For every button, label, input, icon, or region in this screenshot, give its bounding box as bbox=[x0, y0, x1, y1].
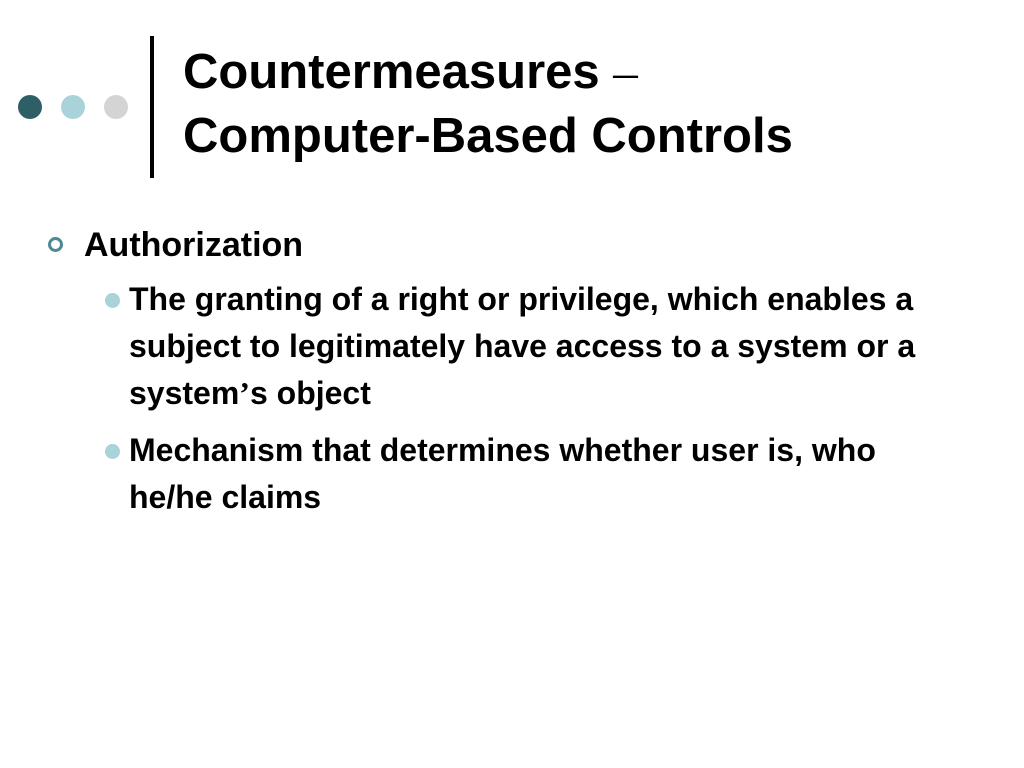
bullet-list bbox=[48, 222, 988, 531]
decorative-dot-dark bbox=[18, 95, 42, 119]
dot-bullet-icon bbox=[105, 293, 120, 308]
decorative-dot-light bbox=[104, 95, 128, 119]
title-dash: – bbox=[613, 44, 638, 99]
bullet-heading: Authorization bbox=[84, 226, 304, 264]
sub-bullet-item bbox=[129, 276, 929, 417]
sub-bullet-text-part2: s object bbox=[249, 375, 371, 411]
sub-bullet-list bbox=[48, 276, 988, 521]
sub-bullet-item bbox=[129, 427, 929, 521]
ring-bullet-icon bbox=[48, 237, 63, 252]
bullet-item-authorization bbox=[48, 222, 988, 268]
sub-bullet-text: Mechanism that determines whether user is, who he/he claims bbox=[129, 432, 876, 515]
decorative-dot-mid bbox=[61, 95, 85, 119]
sub-bullet-text-part1: The granting of a right or privilege, which enables a subject to legitimately have access to a system or a system bbox=[129, 281, 916, 411]
title-main: Countermeasures bbox=[183, 45, 600, 99]
slide-title bbox=[183, 40, 1003, 168]
sub-bullet-apostrophe: ’ bbox=[239, 375, 250, 411]
title-line-2: Computer-Based Controls bbox=[183, 109, 793, 163]
title-divider bbox=[150, 36, 154, 178]
dot-bullet-icon bbox=[105, 444, 120, 459]
